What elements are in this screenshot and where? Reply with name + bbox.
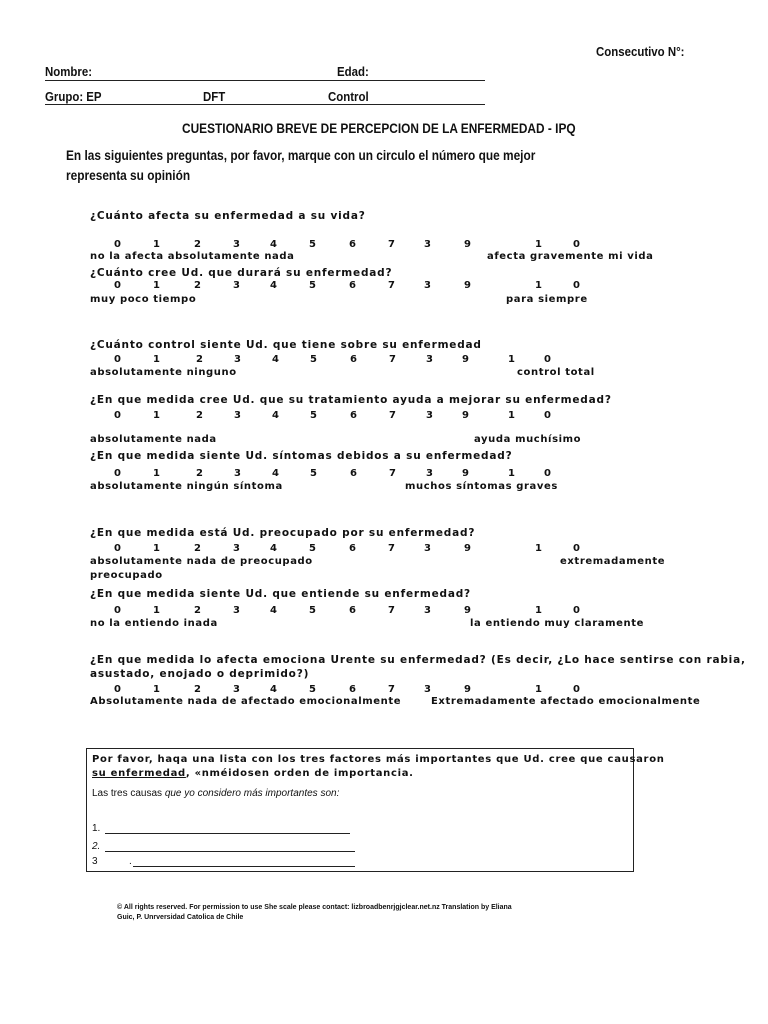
scale-option[interactable]: 6 <box>350 354 357 365</box>
scale-option[interactable]: 5 <box>309 280 316 291</box>
scale-option[interactable]: 7 <box>388 239 395 250</box>
question-text: ¿En que medida cree Ud. que su tratamiento ayuda a mejorar su enfermedad? <box>90 394 612 406</box>
scale-option[interactable]: 7 <box>389 354 396 365</box>
scale-option[interactable]: 9 <box>464 684 471 695</box>
cause-2-number: 2. <box>92 841 101 852</box>
scale-option[interactable]: 0 <box>114 468 121 479</box>
questionnaire-title: CUESTIONARIO BREVE DE PERCEPCION DE LA ENFERMEDAD - IPQ <box>182 121 576 136</box>
scale-option[interactable]: 9 <box>462 410 469 421</box>
scale-option[interactable]: 5 <box>309 605 316 616</box>
consecutivo-label: Consecutivo N°: <box>596 44 685 59</box>
scale-option[interactable]: 1 <box>153 354 160 365</box>
scale-option[interactable]: 1 <box>508 354 515 365</box>
scale-option[interactable]: 4 <box>270 280 277 291</box>
scale-option[interactable]: 1 <box>535 280 542 291</box>
scale-option[interactable]: 6 <box>350 468 357 479</box>
scale-option[interactable]: 0 <box>573 543 580 554</box>
scale-option[interactable]: 0 <box>544 354 551 365</box>
scale-option[interactable]: 9 <box>464 239 471 250</box>
scale-option[interactable]: 4 <box>272 410 279 421</box>
scale-option[interactable]: 5 <box>310 468 317 479</box>
scale-option[interactable]: 2 <box>196 354 203 365</box>
causes-prompt <box>92 788 339 799</box>
scale-option[interactable]: 3 <box>426 354 433 365</box>
scale-low-anchor: no la afecta absolutamente nada <box>90 251 295 262</box>
scale-low-anchor: Absolutamente nada de afectado emocionalmente <box>90 696 402 707</box>
question-text: ¿En que medida siente Ud. síntomas debidos a su enfermedad? <box>90 450 513 462</box>
scale-option[interactable]: 1 <box>153 410 160 421</box>
scale-option[interactable]: 7 <box>388 684 395 695</box>
scale-option[interactable]: 7 <box>388 605 395 616</box>
scale-high-anchor: la entiendo muy claramente <box>470 618 644 629</box>
scale-option[interactable]: 1 <box>153 468 160 479</box>
scale-option[interactable]: 9 <box>464 280 471 291</box>
scale-option[interactable]: 0 <box>573 280 580 291</box>
scale-option[interactable]: 5 <box>310 410 317 421</box>
scale-option[interactable]: 0 <box>573 684 580 695</box>
scale-option[interactable]: 1 <box>153 280 160 291</box>
scale-option[interactable]: 5 <box>310 354 317 365</box>
scale-low-anchor: absolutamente ninguno <box>90 367 237 378</box>
scale-option[interactable]: 3 <box>233 605 240 616</box>
scale-option[interactable]: 2 <box>194 543 201 554</box>
scale-option[interactable]: 1 <box>153 239 160 250</box>
question-text: ¿En que medida lo afecta emociona Urente su enfermedad? (Es decir, ¿Lo hace sentirse con rabia, <box>90 654 746 666</box>
scale-option[interactable]: 9 <box>464 605 471 616</box>
scale-option[interactable]: 0 <box>544 468 551 479</box>
grupo-ep-label: Grupo: EP <box>45 89 102 104</box>
scale-option[interactable]: 4 <box>270 543 277 554</box>
cause-3-line[interactable] <box>133 866 355 867</box>
scale-low-anchor-continued: preocupado <box>90 570 163 581</box>
edad-label: Edad: <box>337 64 369 79</box>
scale-option[interactable]: 6 <box>349 543 356 554</box>
scale-option[interactable]: 6 <box>350 410 357 421</box>
scale-option[interactable]: 2 <box>194 280 201 291</box>
scale-option[interactable]: 0 <box>114 239 121 250</box>
scale-high-anchor: para siempre <box>506 294 588 305</box>
scale-option[interactable]: 0 <box>544 410 551 421</box>
nombre-line <box>45 80 485 81</box>
scale-option[interactable]: 4 <box>272 354 279 365</box>
scale-option[interactable]: 2 <box>196 410 203 421</box>
causes-instruction-2-rest: , «nméidosen orden de importancia. <box>185 768 414 779</box>
scale-option[interactable]: 0 <box>114 280 121 291</box>
scale-high-anchor: ayuda muchísimo <box>474 434 582 445</box>
scale-option[interactable]: 4 <box>270 684 277 695</box>
scale-option[interactable]: 3 <box>426 410 433 421</box>
scale-option[interactable]: 2 <box>194 239 201 250</box>
scale-low-anchor: no la entiendo inada <box>90 618 218 629</box>
scale-option[interactable]: 4 <box>270 239 277 250</box>
scale-option[interactable]: 6 <box>349 239 356 250</box>
question-text: ¿En que medida siente Ud. que entiende su enfermedad? <box>90 588 471 600</box>
scale-option[interactable]: 3 <box>234 354 241 365</box>
scale-option[interactable]: 0 <box>573 605 580 616</box>
scale-option[interactable]: 3 <box>233 684 240 695</box>
scale-option[interactable]: 3 <box>424 543 431 554</box>
scale-option[interactable]: 9 <box>464 543 471 554</box>
scale-option[interactable]: 5 <box>309 239 316 250</box>
su-enfermedad-underlined: su enfermedad <box>92 768 186 779</box>
scale-high-anchor: afecta gravemente mi vida <box>487 251 654 262</box>
scale-low-anchor: absolutamente nada <box>90 434 217 445</box>
question-text-continued: asustado, enojado o deprimido?) <box>90 668 310 680</box>
scale-option[interactable]: 7 <box>388 280 395 291</box>
control-label: Control <box>328 89 369 104</box>
cause-2-line[interactable] <box>105 851 355 852</box>
scale-option[interactable]: 2 <box>194 605 201 616</box>
scale-option[interactable]: 3 <box>233 280 240 291</box>
scale-option[interactable]: 0 <box>114 354 121 365</box>
question-text: ¿Cuánto cree Ud. que durará su enfermedad? <box>90 267 393 279</box>
scale-option[interactable]: 3 <box>234 468 241 479</box>
scale-high-anchor: extremadamente <box>560 556 666 567</box>
scale-option[interactable]: 1 <box>153 543 160 554</box>
scale-option[interactable]: 1 <box>153 684 160 695</box>
scale-option[interactable]: 3 <box>426 468 433 479</box>
scale-option[interactable]: 3 <box>424 684 431 695</box>
scale-option[interactable]: 0 <box>114 543 121 554</box>
dft-label: DFT <box>203 89 226 104</box>
scale-option[interactable]: 7 <box>389 468 396 479</box>
scale-option[interactable]: 1 <box>535 605 542 616</box>
scale-high-anchor: control total <box>517 367 595 378</box>
scale-option[interactable]: 1 <box>153 605 160 616</box>
scale-option[interactable]: 0 <box>114 605 121 616</box>
scale-high-anchor: Extremadamente afectado emocionalmente <box>431 696 701 707</box>
nombre-label: Nombre: <box>45 64 93 79</box>
scale-option[interactable]: 9 <box>462 468 469 479</box>
scale-option[interactable]: 3 <box>424 239 431 250</box>
causes-instruction-2 <box>92 768 414 779</box>
scale-option[interactable]: 5 <box>309 543 316 554</box>
scale-option[interactable]: 6 <box>349 605 356 616</box>
scale-option[interactable]: 0 <box>114 684 121 695</box>
scale-option[interactable]: 2 <box>196 468 203 479</box>
question-text: ¿Cuánto afecta su enfermedad a su vida? <box>90 210 366 222</box>
scale-low-anchor: absolutamente nada de preocupado <box>90 556 313 567</box>
intro-line-2: representa su opinión <box>66 168 191 183</box>
intro-line-1: En las siguientes preguntas, por favor, marque con un circulo el número que mejor <box>66 148 536 163</box>
copyright-line-1: © All rights reserved. For permission to use She scale please contact: lizbroadbenrjgjclear.net.nz Translation by Eliana <box>117 904 512 911</box>
scale-option[interactable]: 1 <box>508 468 515 479</box>
scale-option[interactable]: 7 <box>389 410 396 421</box>
question-text: ¿Cuánto control siente Ud. que tiene sobre su enfermedad <box>90 339 482 351</box>
scale-option[interactable]: 3 <box>234 410 241 421</box>
cause-1-number: 1. <box>92 823 101 834</box>
scale-option[interactable]: 9 <box>462 354 469 365</box>
scale-option[interactable]: 1 <box>535 239 542 250</box>
cause-3-number: 3 <box>92 856 98 867</box>
scale-option[interactable]: 1 <box>535 684 542 695</box>
scale-option[interactable]: 1 <box>535 543 542 554</box>
scale-low-anchor: muy poco tiempo <box>90 294 197 305</box>
scale-option[interactable]: 0 <box>573 239 580 250</box>
cause-3-dot: . <box>129 856 132 867</box>
scale-option[interactable]: 4 <box>272 468 279 479</box>
scale-option[interactable]: 5 <box>309 684 316 695</box>
scale-option[interactable]: 3 <box>233 239 240 250</box>
scale-option[interactable]: 3 <box>424 605 431 616</box>
scale-option[interactable]: 7 <box>388 543 395 554</box>
cause-1-line[interactable] <box>105 833 350 834</box>
scale-low-anchor: absolutamente ningún síntoma <box>90 481 283 492</box>
copyright-line-2: Guic, P. Unrversidad Catolica de Chile <box>117 914 244 921</box>
scale-option[interactable]: 0 <box>114 410 121 421</box>
scale-option[interactable]: 2 <box>194 684 201 695</box>
scale-option[interactable]: 6 <box>349 684 356 695</box>
scale-high-anchor: muchos síntomas graves <box>405 481 558 492</box>
causes-instruction-1: Por favor, haqa una lista con los tres factores más importantes que Ud. cree que causaron <box>92 754 665 765</box>
scale-option[interactable]: 4 <box>270 605 277 616</box>
causes-prompt-b: que yo considero más importantes son: <box>164 788 340 799</box>
causes-box <box>86 748 665 872</box>
grupo-line <box>45 104 485 105</box>
causes-prompt-a: Las tres causas <box>92 788 165 799</box>
question-text: ¿En que medida está Ud. preocupado por su enfermedad? <box>90 527 476 539</box>
scale-option[interactable]: 6 <box>349 280 356 291</box>
scale-option[interactable]: 1 <box>508 410 515 421</box>
scale-option[interactable]: 3 <box>424 280 431 291</box>
scale-option[interactable]: 3 <box>233 543 240 554</box>
